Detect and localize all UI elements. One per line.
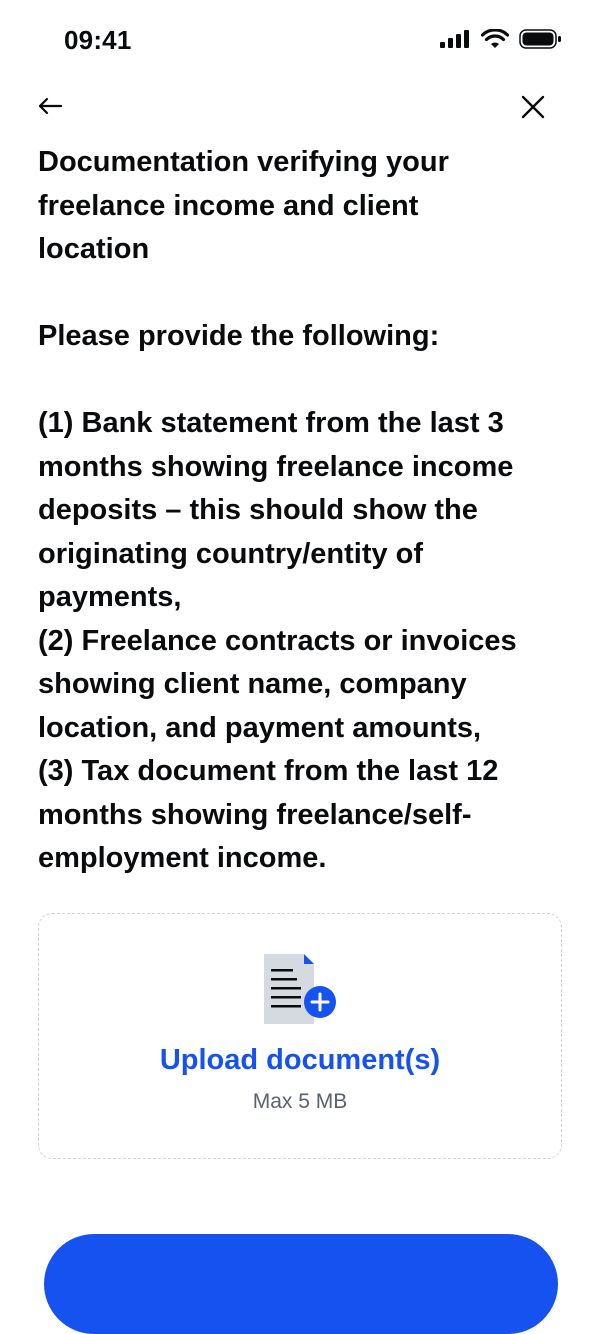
page-title: Documentation verifying your freelance income and client location Please provide the following: (1) Bank statement from the last 3 months showing freelance income deposits – this should show the originating country/entity of payments, (2) Freelance contracts or invoices showing client name, company location, and payment amounts, (3) Tax document from the last 12 months showing freelance/self- employment income. xyxy=(38,146,517,874)
continue-button[interactable] xyxy=(44,1234,558,1334)
upload-dropzone[interactable] xyxy=(38,913,562,1159)
back-button[interactable] xyxy=(34,90,66,122)
battery-icon xyxy=(519,28,563,50)
close-icon xyxy=(521,95,545,119)
close-button[interactable] xyxy=(517,91,549,123)
signal-icon xyxy=(439,29,471,49)
top-nav xyxy=(0,84,603,132)
wifi-icon xyxy=(481,29,509,49)
document-add-icon xyxy=(262,952,346,1032)
status-bar xyxy=(0,0,603,84)
upload-size-limit: Max 5 MB xyxy=(252,1090,348,1113)
upload-label: Upload document(s) xyxy=(159,1044,441,1076)
status-time: 09:41 xyxy=(64,25,132,55)
status-icons xyxy=(439,28,563,50)
content xyxy=(38,141,568,881)
arrow-left-icon xyxy=(37,96,63,116)
